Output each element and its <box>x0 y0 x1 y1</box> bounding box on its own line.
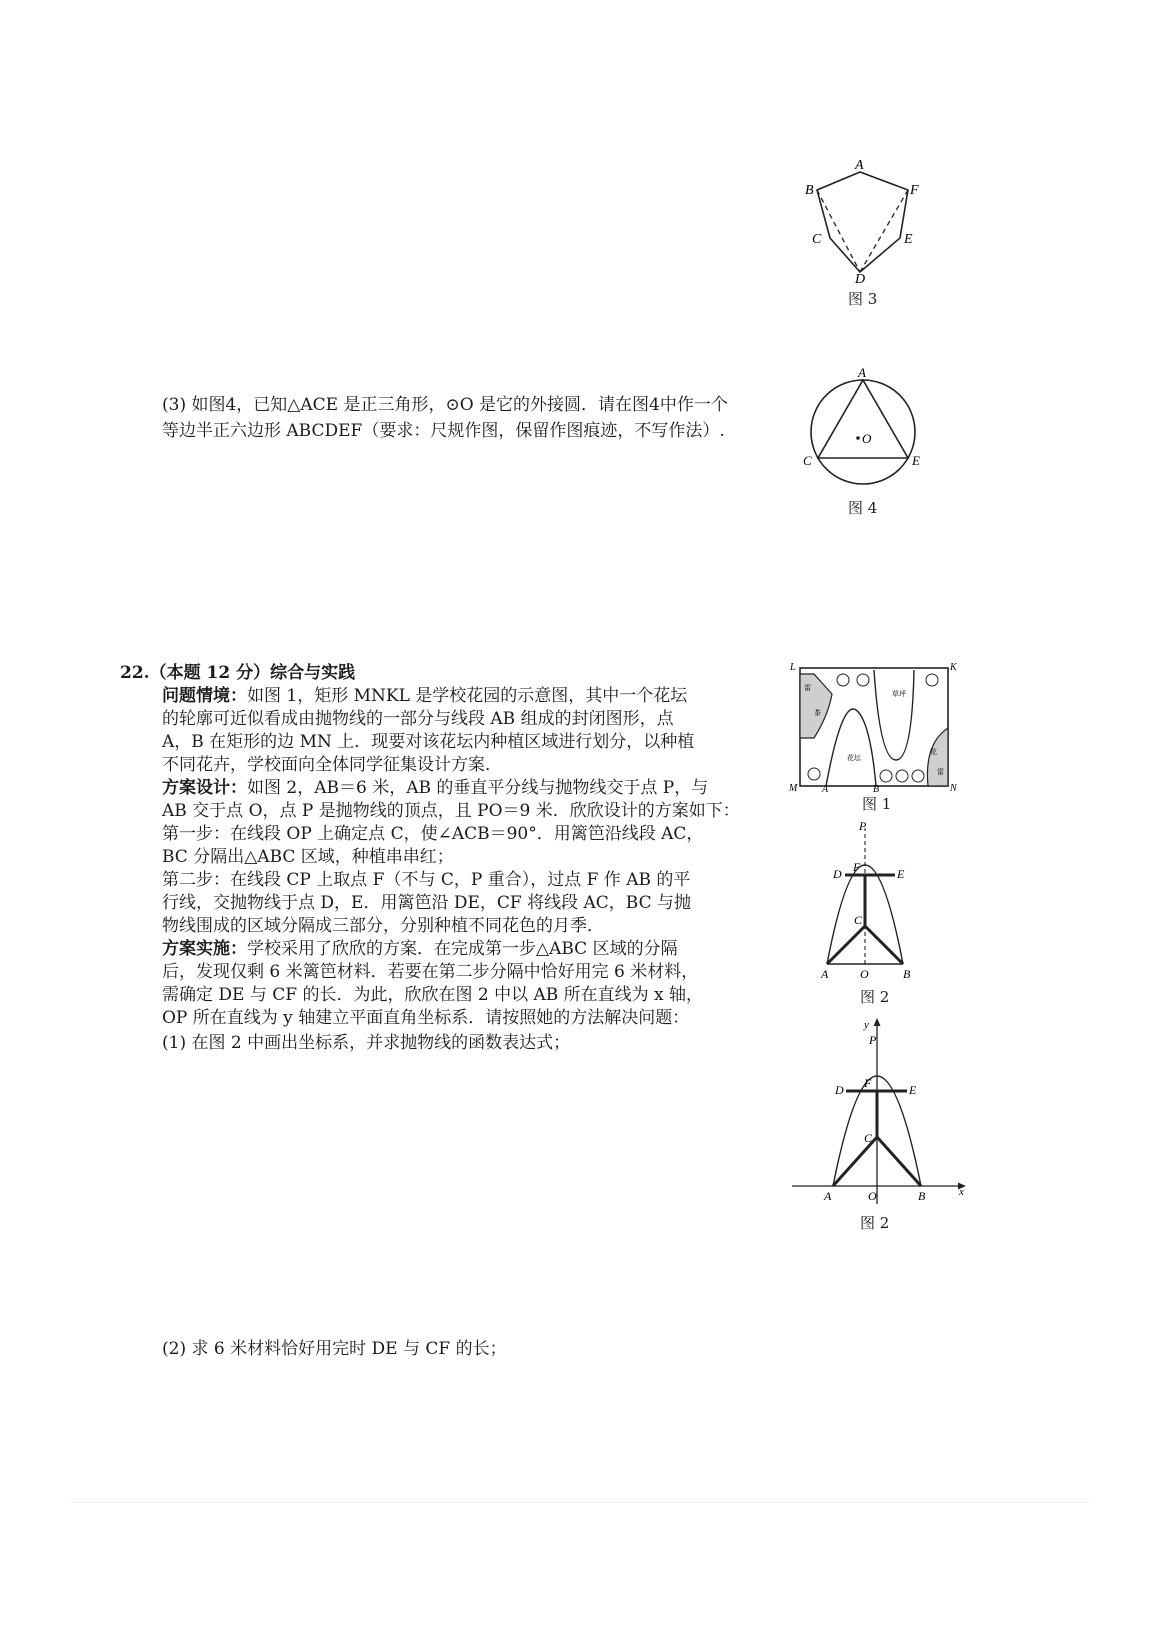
label-f: F <box>864 1076 872 1090</box>
region-text: 雷 <box>804 684 811 692</box>
label-a: A <box>858 365 866 380</box>
label-a: A <box>824 1189 832 1203</box>
label-o: O <box>860 967 869 981</box>
q22-design-line2: AB 交于点 O，点 P 是抛物线的顶点，且 PO＝9 米．欣欣设计的方案如下： <box>162 801 740 821</box>
label-c: C <box>812 232 822 247</box>
label-d: D <box>835 1083 844 1097</box>
label-p: P <box>869 1033 877 1047</box>
label-d: D <box>833 867 842 881</box>
figure-1-caption: 图 1 <box>862 795 892 813</box>
page-bottom-rule <box>70 1502 1090 1503</box>
q22-situation-line3: A，B 在矩形的边 MN 上．现要对该花坛内种植区域进行划分，以种植 <box>162 732 695 752</box>
q22-design-line6: 行线，交抛物线于点 D，E．用篱笆沿 DE，CF 将线段 AC，BC 与抛 <box>162 893 691 913</box>
center-point <box>856 436 860 440</box>
q22-situation-line2: 的轮廓可近似看成由抛物线的一部分与线段 AB 组成的封闭图形，点 <box>162 709 674 729</box>
q22-design-line5: 第二步：在线段 CP 上取点 F（不与 C，P 重合），过点 F 作 AB 的平 <box>162 870 691 890</box>
figure-1 <box>788 660 958 792</box>
figure-2-lower <box>790 1012 975 1207</box>
region-text: 花 <box>930 748 937 756</box>
figure-4 <box>795 365 935 495</box>
region-text: 草坪 <box>892 690 906 698</box>
label-b: B <box>805 183 814 198</box>
figure-4-caption: 图 4 <box>848 499 878 517</box>
label-c: C <box>854 913 863 927</box>
pavilion-circle <box>837 674 849 686</box>
region-text: 花坛 <box>847 754 861 762</box>
label-c: C <box>864 1131 873 1145</box>
label-m: M <box>789 783 798 792</box>
label-f: F <box>910 183 919 198</box>
central-flowerbed <box>826 709 876 786</box>
hexagon-outline <box>817 172 908 272</box>
q22-header: 22.（本题 12 分）综合与实践 <box>120 663 356 683</box>
region-text: 茶 <box>814 709 821 717</box>
design-text-1: 如图 2，AB＝6 米，AB 的垂直平分线与抛物线交于点 P，与 <box>247 778 709 798</box>
design-title: 方案设计： <box>162 778 247 798</box>
q22-situation-line4: 不同花卉，学校面向全体同学征集设计方案． <box>162 755 502 775</box>
q21-part3-line1: (3) 如图4，已知△ACE 是正三角形，⊙O 是它的外接圆．请在图4中作一个 <box>162 395 728 415</box>
q22-implement-line3: 需确定 DE 与 CF 的长．为此，欣欣在图 2 中以 AB 所在直线为 x 轴， <box>162 985 704 1005</box>
label-e: E <box>909 1083 917 1097</box>
pavilion-circle <box>912 770 924 782</box>
label-a: A <box>821 967 829 981</box>
pavilion-circle <box>926 674 938 686</box>
implement-title: 方案实施： <box>162 939 247 959</box>
segment-bc <box>877 1137 921 1186</box>
label-o: O <box>862 431 872 446</box>
implement-text-1: 学校采用了欣欣的方案．在完成第一步△ABC 区域的分隔 <box>247 939 678 959</box>
segment-ac <box>827 926 865 964</box>
q22-part1: (1) 在图 2 中画出坐标系，并求抛物线的函数表达式； <box>162 1033 571 1053</box>
label-d: D <box>855 272 866 285</box>
label-p: P <box>859 819 867 833</box>
label-l: L <box>790 662 796 673</box>
label-a: A <box>855 158 864 173</box>
label-k: K <box>950 662 957 673</box>
q22-part2: (2) 求 6 米材料恰好用完时 DE 与 CF 的长； <box>162 1339 507 1359</box>
figure-2-upper-caption: 图 2 <box>860 988 890 1006</box>
pavilion-circle <box>857 674 869 686</box>
label-b: B <box>903 967 911 981</box>
pavilion-circle <box>880 770 892 782</box>
q22-implement-line4: OP 所在直线为 y 轴建立平面直角坐标系．请按照她的方法解决问题： <box>162 1008 690 1028</box>
y-axis-arrow-icon <box>874 1018 881 1026</box>
label-n: N <box>950 783 957 792</box>
u-shaped-lawn <box>874 670 914 760</box>
label-o: O <box>868 1189 877 1203</box>
figure-3-caption: 图 3 <box>848 290 878 308</box>
label-a: A <box>822 784 829 792</box>
region-text: 雷 <box>937 768 944 776</box>
situation-text-1: 如图 1，矩形 MNKL 是学校花园的示意图，其中一个花坛 <box>247 686 688 706</box>
dashed-bd <box>817 190 860 272</box>
label-x: x <box>959 1186 964 1198</box>
pavilion-circle <box>896 770 908 782</box>
segment-bc <box>865 926 903 964</box>
situation-title: 问题情境： <box>162 686 247 706</box>
q22-design-line7: 物线围成的区域分隔成三部分，分别种植不同花色的月季． <box>162 916 604 936</box>
label-e: E <box>897 867 905 881</box>
q22-design-line3: 第一步：在线段 OP 上确定点 C，使∠ACB＝90°．用篱笆沿线段 AC， <box>162 824 704 844</box>
q22-design-line4: BC 分隔出△ABC 区域，种植串串红； <box>162 847 454 867</box>
figure-2-upper <box>815 818 925 983</box>
figure-3 <box>790 150 940 285</box>
label-e: E <box>904 232 913 247</box>
q21-part3-line2: 等边半正六边形 ABCDEF（要求：尺规作图，保留作图痕迹，不写作法）. <box>162 421 725 441</box>
label-b: B <box>873 784 880 792</box>
pavilion-circle <box>808 768 820 780</box>
right-flowerbed <box>927 728 948 786</box>
label-b: B <box>918 1189 926 1203</box>
figure-2-lower-caption: 图 2 <box>860 1214 890 1232</box>
label-f: F <box>853 860 861 874</box>
q22-implement-line2: 后，发现仅剩 6 米篱笆材料．若要在第二步分隔中恰好用完 6 米材料， <box>162 962 699 982</box>
label-y: y <box>864 1019 869 1031</box>
equilateral-triangle-ace <box>818 380 908 458</box>
label-c: C <box>803 453 812 468</box>
label-e: E <box>912 453 920 468</box>
